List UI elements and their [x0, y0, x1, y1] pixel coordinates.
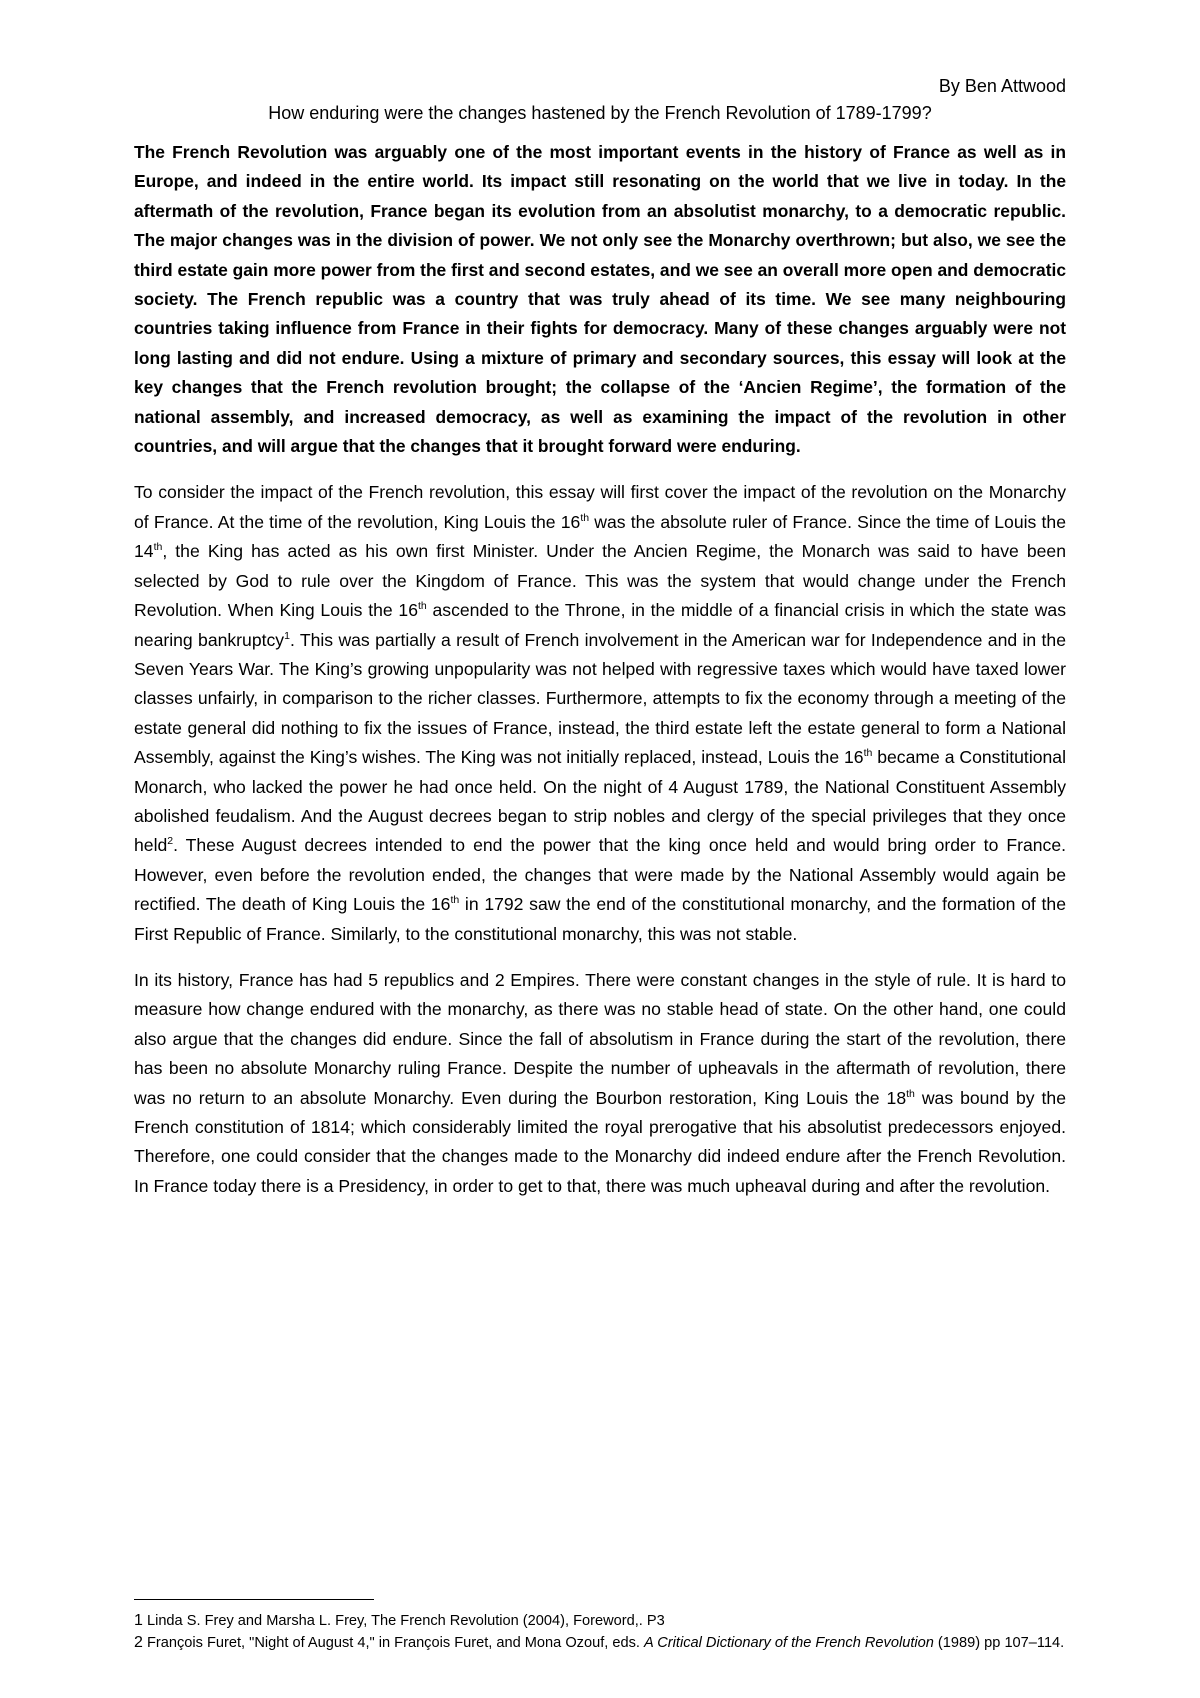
essay-body	[134, 138, 1066, 1218]
footnote-text: (1989) pp 107–114.	[933, 1635, 1065, 1651]
footnote-ref-1[interactable]: 1	[284, 629, 290, 642]
text-run: To consider the impact of the French revolution, this essay will first cover the impact of the revolution on the Monarchy of France. At the time of the revolution, King Louis the 16	[134, 482, 1066, 532]
footnote-book-title: A Critical Dictionary of the French Revolution	[644, 1635, 934, 1651]
ordinal-suffix: th	[580, 511, 590, 524]
author-line: By Ben Attwood	[938, 76, 1066, 96]
footnote-2	[134, 1632, 1066, 1654]
ordinal-suffix: th	[418, 600, 427, 613]
text-run: in 1792 saw the end of the constitutional monarchy, and the formation of the First Republic of France. Similarly, to the constitutional monarchy, this was not stable.	[134, 894, 1066, 944]
footnotes	[134, 1610, 1066, 1654]
body-paragraph-republics	[134, 966, 1066, 1201]
text-run: . These August decrees intended to end the power that the king once held and would bring order to France. However, even before the revolution ended, the changes that were made by the National Assembly would again be rectified. The death of King Louis the 16	[134, 835, 1066, 915]
text-run: . This was partially a result of French involvement in the American war for Independence and in the Seven Years War. The King’s growing unpopularity was not helped with regressive taxes which would have taxed lower classes unfairly, in comparison to the richer classes. Furthermore, attempts to fix the economy through a meeting of the estate general did nothing to fix the issues of France, instead, the third estate left the estate general to form a National Assembly, against the King’s wishes. The King was not initially replaced, instead, Louis the 16	[134, 629, 1066, 768]
essay-title: How enduring were the changes hastened by the French Revolution of 1789-1799?	[268, 103, 932, 123]
footnote-number: 1	[134, 1612, 143, 1629]
intro-paragraph: The French Revolution was arguably one of the most important events in the history of France as well as in Europe, and indeed in the entire world. Its impact still resonating on the world that we live in today. In the aftermath of the revolution, France began its evolution from an absolutist monarchy, to a democratic republic. The major changes was in the division of power. We not only see the Monarchy overthrown; but also, we see the third estate gain more power from the first and second estates, and we see an overall more open and democratic society. The French republic was a country that was truly ahead of its time. We see many neighbouring countries taking influence from France in their fights for democracy. Many of these changes arguably were not long lasting and did not endure. Using a mixture of primary and secondary sources, this essay will look at the key changes that the French revolution brought; the collapse of the ‘Ancien Regime’, the formation of the national assembly, and increased democracy, as well as examining the impact of the revolution in other countries, and will argue that the changes that it brought forward were enduring.	[134, 142, 1066, 457]
footnote-number: 2	[134, 1634, 143, 1651]
footnote-text: Linda S. Frey and Marsha L. Frey, The French Revolution (2004), Foreword,. P3	[142, 1613, 665, 1629]
ordinal-suffix: th	[153, 541, 163, 554]
ordinal-suffix: th	[863, 747, 873, 760]
footnote-1	[134, 1610, 1066, 1632]
ordinal-suffix: th	[906, 1087, 915, 1100]
footnote-ref-2[interactable]: 2	[167, 835, 174, 848]
body-paragraph-monarchy	[134, 478, 1066, 949]
text-run: , the King has acted as his own first Minister. Under the Ancien Regime, the Monarch was said to have been selected by God to rule over the Kingdom of France. This was the system that would change under the French Revolution. When King Louis the 16	[134, 541, 1066, 621]
ordinal-suffix: th	[450, 894, 460, 907]
footnote-separator	[134, 1599, 374, 1600]
text-run: In its history, France has had 5 republics and 2 Empires. There were constant changes in the style of rule. It is hard to measure how change endured with the monarchy, as there was no stable head of state. On the other hand, one could also argue that the changes did endure. Since the fall of absolutism in France during the start of the revolution, there has been no absolute Monarchy ruling France. Despite the number of upheavals in the aftermath of revolution, there was no return to an absolute Monarchy. Even during the Bourbon restoration, King Louis the 18	[134, 969, 1066, 1108]
text-run: was the absolute ruler of France. Since the time of Louis the 14	[134, 511, 1066, 562]
text-run: became a Constitutional Monarch, who lacked the power he had once held. On the night of 4 August 1789, the National Constituent Assembly abolished feudalism. And the August decrees began to strip nobles and clergy of the special privileges that they once held	[134, 747, 1066, 856]
footnote-text: François Furet, "Night of August 4," in François Furet, and Mona Ozouf, eds.	[142, 1635, 645, 1651]
text-run: was bound by the French constitution of 1814; which considerably limited the royal prerogative that his absolutist predecessors enjoyed. Therefore, one could consider that the changes made to the Monarchy did indeed endure after the French Revolution. In France today there is a Presidency, in order to get to that, there was much upheaval during and after the revolution.	[134, 1087, 1066, 1196]
text-run: ascended to the Throne, in the middle of a financial crisis in which the state was nearing bankruptcy	[134, 600, 1066, 650]
